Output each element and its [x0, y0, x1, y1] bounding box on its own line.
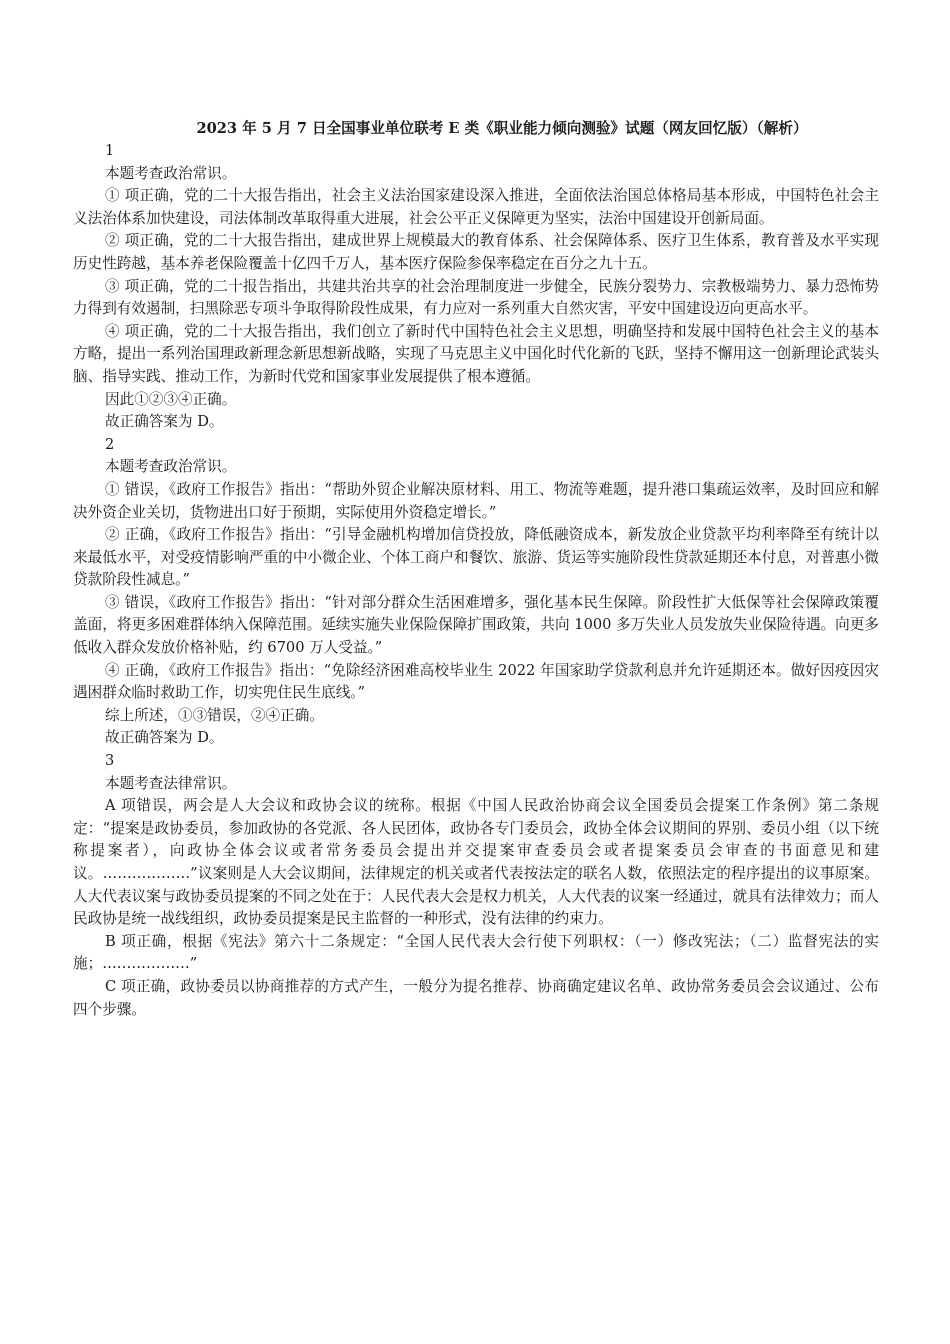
paragraph: A 项错误，两会是人大会议和政协会议的统称。根据《中国人民政治协商会议全国委员会提案工作条例》第二条规定：“提案是政协委员，参加政协的各党派、各人民团体，政协各专门委员会，政协全体会议期间的界别、委员小组（以下统称提案者），向政协全体会议或者常务委员会提出并交提案审查委员会或者提案委员会审查的书面意见和建议。………………”议案则是人大会议期间，法律规定的机关或者代表按法定的联名人数，依照法定的程序提出的议事原案。人大代表议案与政协委员提案的不同之处在于：人民代表大会是权力机关，人大代表的议案一经通过，就具有法律效力；而人民政协是统一战线组织，政协委员提案是民主监督的一种形式，没有法律的约束力。 — [73, 797, 879, 928]
question-block — [73, 434, 879, 750]
paragraph: 本题考查政治常识。 — [105, 164, 237, 182]
paragraph: ① 错误，《政府工作报告》指出：“帮助外贸企业解决原材料、用工、物流等难题，提升港口集疏运效率，及时回应和解决外资企业关切，货物进出口好于预期，实际使用外资稳定增长。” — [73, 480, 879, 521]
question-number: 3 — [105, 752, 115, 770]
paragraph: ④ 正确，《政府工作报告》指出：“免除经济困难高校毕业生 2022 年国家助学贷款利息并允许延期还本。做好因疫因灾遇困群众临时救助工作，切实兜住民生底线。” — [73, 661, 879, 702]
paragraph: 因此①②③④正确。 — [105, 390, 237, 408]
paragraph: 综上所述，①③错误，②④正确。 — [105, 706, 324, 724]
paragraph: 本题考查法律常识。 — [105, 774, 237, 792]
document-title: 2023 年 5 月 7 日全国事业单位联考 E 类《职业能力倾向测验》试题（网友回忆版）（解析） — [196, 120, 808, 137]
paragraph: C 项正确，政协委员以协商推荐的方式产生，一般分为提名推荐、协商确定建议名单、政协常务委员会会议通过、公布四个步骤。 — [73, 977, 879, 1018]
paragraph: ② 项正确，党的二十大报告指出，建成世界上规模最大的教育体系、社会保障体系、医疗卫生体系，教育普及水平实现历史性跨越，基本养老保险覆盖十亿四千万人，基本医疗保险参保率稳定在百分之九十五。 — [73, 232, 879, 272]
paragraph: ① 项正确，党的二十大报告指出，社会主义法治国家建设深入推进，全面依法治国总体格局基本形成，中国特色社会主义法治体系加快建设，司法体制改革取得重大进展，社会公平正义保障更为坚实，法治中国建设开创新局面。 — [73, 187, 879, 227]
question-block — [73, 140, 879, 434]
answer-line: 故正确答案为 D。 — [105, 729, 224, 747]
question-block — [73, 750, 879, 1021]
answer-line: 故正确答案为 D。 — [105, 413, 224, 431]
paragraph: ③ 项正确，党的二十报告指出，共建共治共享的社会治理制度进一步健全，民族分裂势力、宗教极端势力、暴力恐怖势力得到有效遏制，扫黑除恶专项斗争取得阶段性成果，有力应对一系列重大自然灾害，平安中国建设迈向更高水平。 — [73, 277, 879, 318]
paragraph: ③ 错误，《政府工作报告》指出：“针对部分群众生活困难增多，强化基本民生保障。阶段性扩大低保等社会保障政策覆盖面，将更多困难群体纳入保障范围。延续实施失业保险保障扩围政策，共向 1000 多万失业人员发放失业保险待遇。向更多低收入群众发放价格补贴，约 6700 万人受益。” — [73, 593, 879, 657]
document-page — [73, 118, 879, 1021]
paragraph: 本题考查政治常识。 — [105, 458, 237, 476]
question-number: 2 — [105, 435, 115, 453]
paragraph: B 项正确，根据《宪法》第六十二条规定：“全国人民代表大会行使下列职权：（一）修改宪法；（二）监督宪法的实施；………………” — [73, 932, 879, 973]
paragraph: ④ 项正确，党的二十大报告指出，我们创立了新时代中国特色社会主义思想，明确坚持和发展中国特色社会主义的基本方略，提出一系列治国理政新理念新思想新战略，实现了马克思主义中国化时代化新的飞跃，坚持不懈用这一创新理论武装头脑、指导实践、推动工作，为新时代党和国家事业发展提供了根本遵循。 — [73, 322, 879, 385]
paragraph: ② 正确，《政府工作报告》指出：“引导金融机构增加信贷投放，降低融资成本，新发放企业贷款平均利率降至有统计以来最低水平，对受疫情影响严重的中小微企业、个体工商户和餐饮、旅游、货运等实施阶段性贷款延期还本付息，对普惠小微贷款阶段性减息。” — [73, 526, 879, 589]
question-number: 1 — [105, 142, 115, 159]
